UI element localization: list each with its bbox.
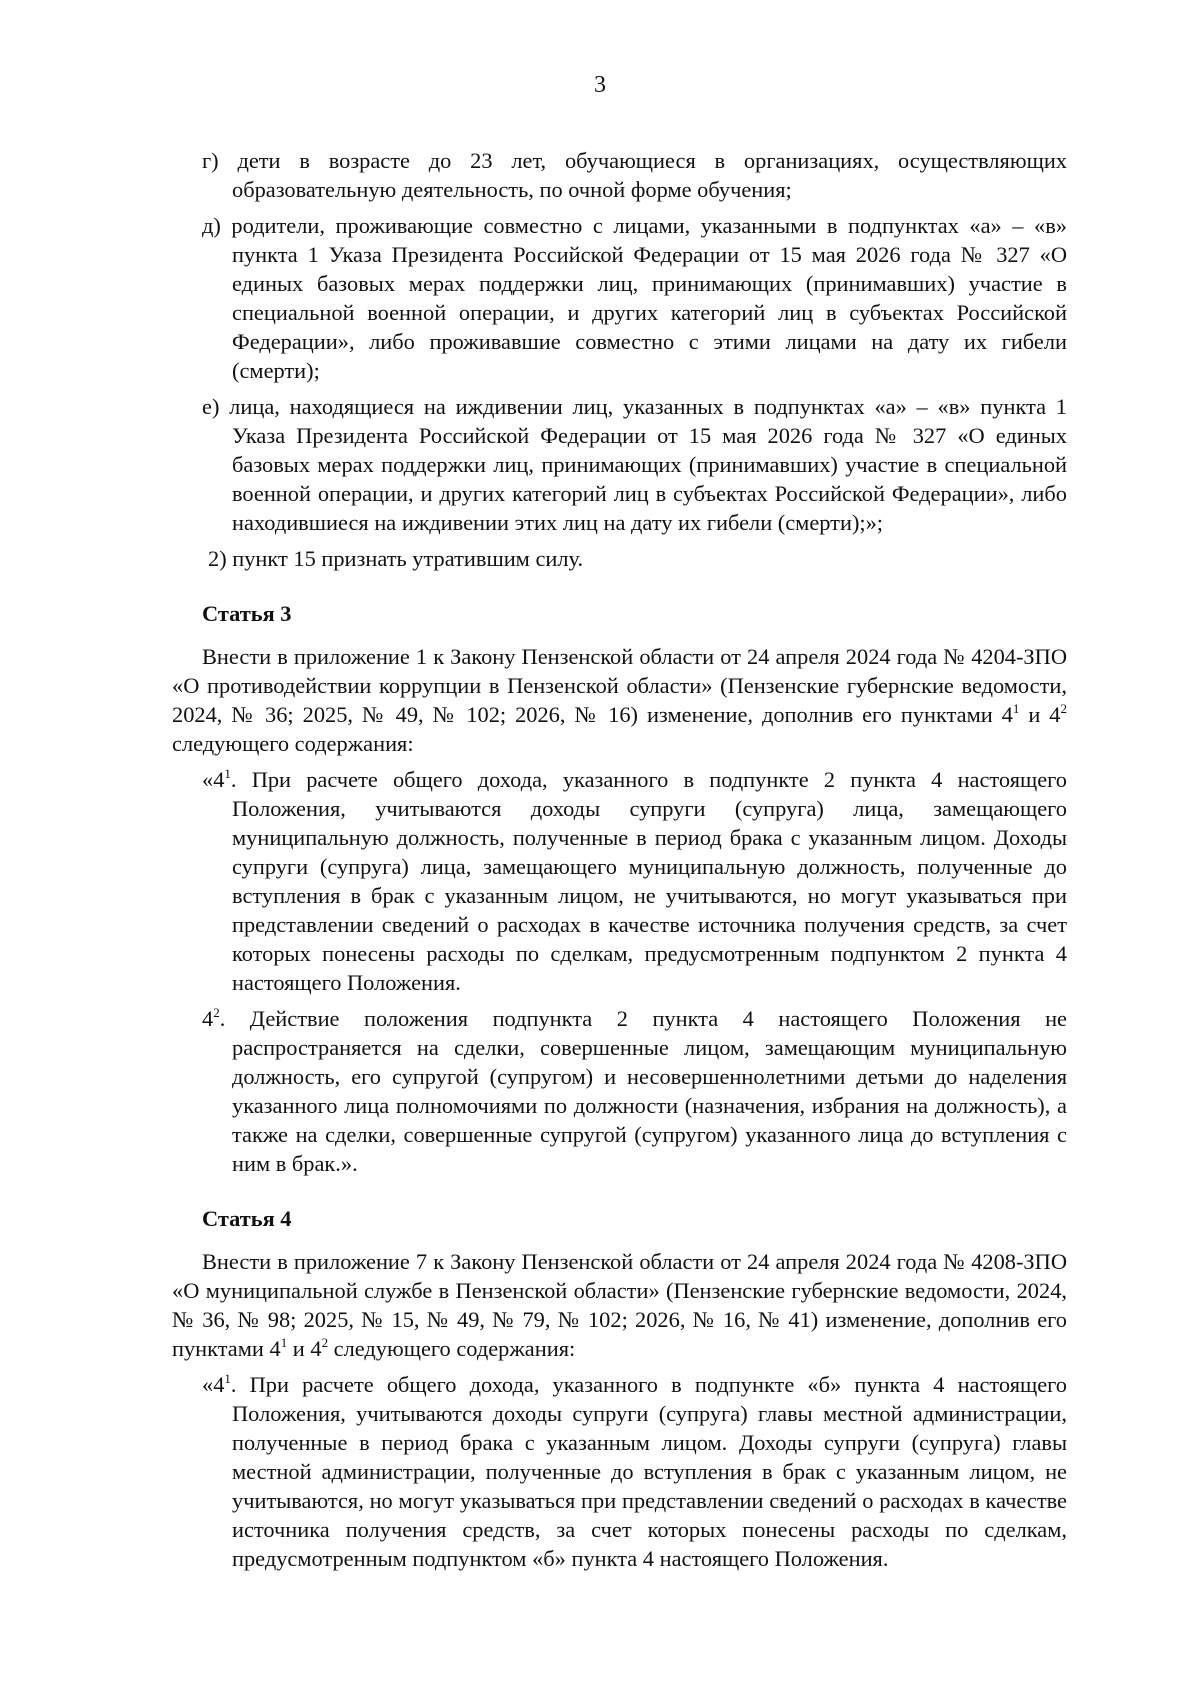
item-d: д) родители, проживающие совместно с лицами, указанными в подпунктах «а» – «в» пункта 1 Указа Президента Российской Федерации от 15 мая 2026 года № 327 «О единых базовых мерах поддержки лиц, принимающих (принимавших) участие в специальной военной операции, и других категорий лиц в субъектах Российской Федерации», либо проживавшие совместно с этими лицами на дату их гибели (смерти); [202,213,1067,383]
article-3-intro: Внести в приложение 1 к Закону Пензенской области от 24 апреля 2024 года № 4204-ЗПО «О противодействии коррупции в Пензенской области» (Пензенские губернские ведомости, 2024, № 36; 2025, № 49, № 102; 2026, № 16) изменение, дополнив его пунктами $4^1$ и $4^2$ следующего содержания: [172,644,1068,756]
article-3-title: Статья 3 [202,601,292,626]
article-3-point-4-1: «$4^1$. При расчете общего дохода, указанного в подпункте 2 пункта 4 настоящего Положения, учитываются доходы супруги (супруга) лица, замещающего муниципальную должность, полученные в период брака с указанным лицом. Доходы супруги (супруга) лица, замещающего муниципальную должность, полученные до вступления в брак с указанным лицом, не учитываются, но могут указываться при представлении сведений о расходах в качестве источника получения средств, за счет которых понесены расходы по сделкам, предусмотренным подпунктом 2 пункта 4 настоящего Положения. [202,766,1067,995]
item-e: е) лица, находящиеся на иждивении лиц, указанных в подпунктах «а» – «в» пункта 1 Указа Президента Российской Федерации от 15 мая 2026 года № 327 «О единых базовых мерах поддержки лиц, принимающих (принимавших) участие в специальной военной операции, и других категорий лиц в субъектах Российской Федерации», либо находившиеся на иждивении этих лиц на дату их гибели (смерти);»; [202,394,1067,535]
item-g: г) дети в возрасте до 23 лет, обучающиеся в организациях, осуществляющих образовательную деятельность, по очной форме обучения; [202,148,1067,202]
article-3-point-4-2: $4^2$. Действие положения подпункта 2 пункта 4 настоящего Положения не распространяется на сделки, совершенные лицом, замещающим муниципальную должность, его супругой (супругом) и несовершеннолетними детьми до наделения указанного лица полномочиями по должности (назначения, избрания на должность), а также на сделки, совершенные супругой (супругом) указанного лица до вступления с ним в брак.». [202,1005,1067,1176]
article-4-point-4-1: «$4^1$. При расчете общего дохода, указанного в подпункте «б» пункта 4 настоящего Положения, учитываются доходы супруги (супруга) главы местной администрации, полученные в период брака с указанным лицом. Доходы супруги (супруга) главы местной администрации, полученные до вступления в брак с указанным лицом, не учитываются, но могут указываться при представлении сведений о расходах в качестве источника получения средств, за счет которых понесены расходы по сделкам, предусмотренным подпунктом «б» пункта 4 настоящего Положения. [202,1371,1067,1571]
document-body [172,146,1067,1580]
item-2: 2) пункт 15 признать утратившим силу. [208,546,584,571]
page-number: 3 [594,72,606,98]
article-4-intro: Внести в приложение 7 к Закону Пензенской области от 24 апреля 2024 года № 4208-ЗПО «О муниципальной службе в Пензенской области» (Пензенские губернские ведомости, 2024, № 36, № 98; 2025, № 15, № 49, № 79, № 102; 2026, № 16, № 41) изменение, дополнив его пунктами $4^1$ и $4^2$ следующего содержания: [172,1249,1067,1361]
article-4-title: Статья 4 [202,1206,292,1231]
